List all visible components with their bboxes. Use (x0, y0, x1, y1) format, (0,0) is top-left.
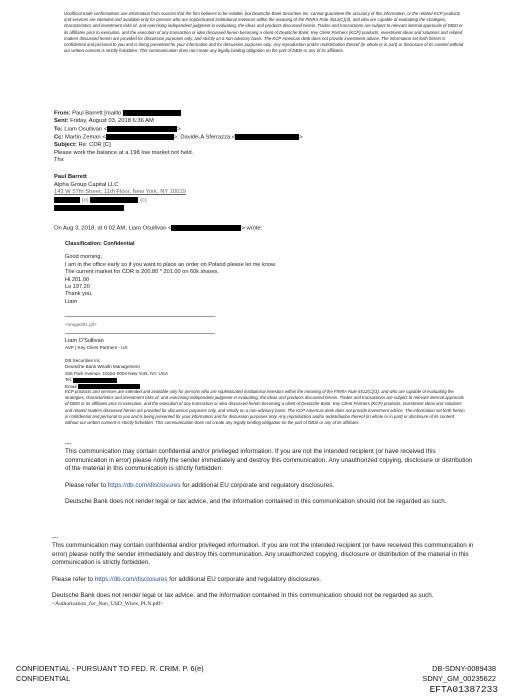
sender-signature (65, 338, 365, 352)
redaction (54, 197, 80, 203)
notice-confidential: This communication may contain confidential and/or privileged information. If you are not the intended recipient (or have received this communication in error) please notify the sender immediately and destroy this communication. Any unauthorized copying, disclosure or distribution of the material in this communication is strictly forbidden. (65, 448, 473, 473)
bates-sdny: SDNY_GM_00235622 (422, 674, 496, 683)
subject-value: Re: CDR [C] (78, 141, 111, 148)
redaction (106, 134, 174, 140)
from-row (54, 110, 474, 118)
redaction (73, 378, 117, 383)
cc-suffix: > (299, 134, 303, 141)
attachment-link[interactable]: <Authorization_for_Non_USD_Wires_PLN.pdf> (52, 601, 164, 608)
sent-value: Friday, August 03, 2018 6:36 AM (70, 118, 154, 125)
refer-suffix: for additional EU corporate and regulatory disclosures. (167, 575, 322, 583)
sender-title: AVP | Key Client Partners - US (65, 345, 128, 351)
redaction (235, 134, 299, 140)
cc-row (54, 134, 474, 142)
divider (65, 316, 215, 317)
disclosures-link[interactable]: https://db.com/disclosures (107, 481, 181, 489)
redaction (171, 225, 241, 231)
quoted-thanks: Thank you, (65, 291, 93, 298)
notice-confidential: This communication may contain confidential and/or privileged information. If you are not the intended recipient (or have received this communication in error) please notify the sender immediately and destroy this communication. Any unauthorized copying, disclosure or distribution of the material in this communication is strictly forbidden. (52, 542, 474, 567)
footer-confidential-line: CONFIDENTIAL - PURSUANT TO FED. R. CRIM. P. 6(e) (16, 664, 204, 673)
outer-notice (52, 534, 476, 609)
refer-prefix: Please refer to (52, 575, 95, 583)
cc-value: Martin Zeman < (64, 134, 106, 141)
quote-header-prefix: On Aug 3, 2018, at 6:02 AM, Liam Osullivan < (54, 225, 172, 232)
cc-mid: >; Davide-A Sferrazza < (173, 134, 236, 141)
sent-label: Sent: (54, 118, 69, 125)
quoted-lo: Lo 197.20 (65, 284, 90, 291)
sender-firm: DB Securities Inc. (65, 358, 102, 363)
bates-db: DB-SDNY-0089438 (432, 664, 496, 673)
to-row (54, 126, 474, 134)
phone-label-c: (c) (139, 197, 147, 204)
kcp-disclaimer: KCP products and services are intended and available only for persons who are sophisticated institutional investors within the meaning of the FINRA Rule 4512(C)(3), and who are capable of evaluating the strategies, characteristics and investment risks of, and exercising independent judgment in evaluating, the ideas and products discussed herein. Trades and transactions are subject to relevant internal approvals of DBSI or its affiliates prior to execution, and the execution of any transaction or idea discussed herein becoming a client of Deutsche Bank. Key Client Partners (KCP) products, investment ideas and solutions and related matters discussed herein are provided for discussion purposes only, and strictly on a non-advisory basis. The KCP Americas desk does not provide investment advice. The information set forth herein is confidential and personal to you and is being presented for your information and for discussion purposes only. Any reproduction and/or redistribution thereof (in whole or in part) or disclosure of its content without our written consent is strictly forbidden. This communication does not create any legally binding obligation on the part of DBSI or any of its affiliates. (65, 389, 465, 426)
greeting: Good morning, (65, 254, 103, 261)
quoted-line-2: The current market for CDR is 200.80 * 201.00 on 60k shares. (65, 269, 219, 276)
notice-dashes: --- (52, 534, 59, 541)
notice-tax: Deutsche Bank does not render legal or tax advice, and the information contained in this communication should not be regarded as such. (52, 592, 434, 600)
phone-label-o: (o) (81, 197, 89, 204)
redaction (90, 197, 138, 203)
to-value: Liam Osullivan < (64, 126, 108, 133)
top-disclaimer: Unofficial trade confirmations use information from sources that the firm believes to be reliable, but Deutsche Bank Securities Inc. cannot guarantee the accuracy of this information, or the related KCP products and services are intended and available only for persons who are sophisticated institutional investors within the meaning of the FINRA Rule 4512(C)(3), and who are capable of evaluating the strategies, characteristics and investment risks of, and exercising independent judgment in evaluating, the ideas and products discussed herein. Trades and transactions are subject to relevant internal approvals of DBSI or its affiliates prior to execution, and the execution of any transaction or idea discussed herein becoming a client of Deutsche Bank. Key Client Partners (KCP) products, investment ideas and solutions and related matters discussed herein are provided for discussion purposes only, and strictly on a non-advisory basis. The KCP Americas desk does not provide investment advice. The information set forth herein is confidential and personal to you and is being presented for your information and for discussion purposes only. Any reproduction and/or redistribution thereof (in whole or in part) or disclosure of its content without our written consent is strictly forbidden. This communication does not create any legally binding obligation on the part of DBSI or any of its affiliates. (64, 11, 464, 54)
refer-suffix: for additional EU corporate and regulatory disclosures. (180, 481, 335, 489)
subject-label: Subject: (54, 141, 77, 148)
quoted-line-1: I am in the office early so if you want to place an order on Poland please let me know. (65, 261, 277, 268)
image-placeholder: <image001.gif> (65, 322, 97, 327)
notice-refer (65, 482, 473, 490)
redaction (123, 110, 181, 116)
subject-row (54, 142, 474, 150)
divider (65, 333, 215, 334)
to-label: To: (54, 126, 63, 133)
classification-label: Classification: Confidential (65, 241, 135, 247)
email-header (54, 110, 474, 165)
footer-confidential: CONFIDENTIAL (16, 674, 71, 683)
to-suffix: > (177, 126, 181, 133)
quoted-sign: Liam (65, 298, 78, 305)
quoted-message (65, 241, 465, 306)
sent-row (54, 118, 474, 126)
signature-address: 142 W 57th Street, 11th Floor, New York, NY 10019 (54, 189, 186, 196)
quote-header-suffix: > wrote: (241, 225, 263, 232)
refer-prefix: Please refer to (65, 481, 108, 489)
redaction (107, 126, 177, 132)
bates-efta: EFTA01387233 (429, 684, 498, 695)
email-label: Email (65, 383, 77, 389)
notice-refer (52, 576, 476, 584)
signature-company: Alpha Group Capital LLC (54, 181, 119, 188)
cc-label: Cc: (54, 134, 64, 141)
inner-notice (65, 440, 473, 506)
sender-firm-block (65, 358, 365, 390)
disclosures-link[interactable]: https://db.com/disclosures (94, 575, 168, 583)
sender-division: Deutsche Bank Wealth Management (65, 364, 140, 370)
notice-dashes: --- (65, 440, 72, 447)
reply-line: Thx (54, 157, 64, 164)
from-label: From: (54, 110, 71, 117)
redaction (54, 205, 124, 211)
quote-header (54, 225, 474, 233)
notice-tax: Deutsche Bank does not render legal or tax advice, and the information contained in this communication should not be regarded as such. (65, 498, 447, 506)
footer-left (16, 664, 204, 684)
quoted-hi: Hi 201.00 (65, 276, 89, 283)
tel-label: Tel. (65, 377, 73, 383)
signature-name: Paul Barrett (54, 174, 87, 180)
signature-email (54, 205, 374, 213)
signature-phones (54, 197, 374, 205)
reply-line: Please work the balance at a 198 low market not held. (54, 149, 194, 156)
sender-address: 345 Park Avenue, 10154-0004 New York, NY, USA (65, 370, 169, 376)
from-value: Paul Barrett [mailto: (72, 110, 123, 117)
footer-right (422, 664, 496, 684)
signature-block (54, 174, 374, 213)
sender-name: Liam O'Sullivan (65, 338, 104, 344)
